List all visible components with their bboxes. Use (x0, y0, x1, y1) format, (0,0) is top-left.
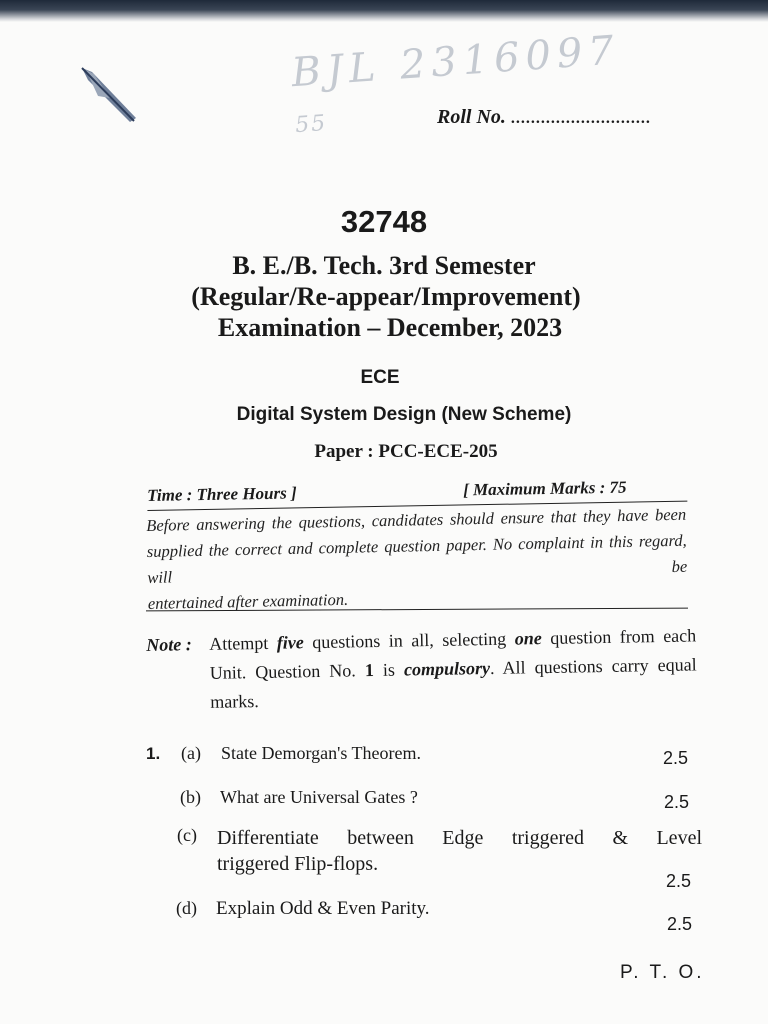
question-marks: 2.5 (663, 748, 689, 768)
question-number: 1. (146, 744, 161, 763)
question-text: What are Universal Gates ? (220, 787, 418, 807)
question-text: Explain Odd & Even Parity. (216, 898, 430, 919)
question-marks: 2.5 (664, 792, 690, 812)
question-text: State Demorgan's Theorem. (221, 743, 422, 763)
paper-code-line: Paper : PCC-ECE-205 (314, 441, 498, 462)
question-letter: (c) (177, 825, 197, 845)
maximum-marks: [ Maximum Marks : 75 (462, 477, 627, 500)
note-section (146, 621, 697, 718)
handwritten-number: BJL 2316097 (289, 27, 622, 97)
handwritten-sub: 55 (294, 110, 329, 139)
question-marks: 2.5 (667, 914, 693, 934)
department: ECE (360, 367, 400, 388)
paper-code: 32748 (340, 204, 428, 239)
time-allowed: Time : Three Hours ] (147, 483, 297, 505)
note-text: Attempt five questions in all, selecting one question from each Unit. Question No. 1 is compulsory. All questions carry equal marks. (209, 625, 697, 712)
roll-label: Roll No. (437, 106, 506, 128)
exam-title-line-1: B. E./B. Tech. 3rd Semester (232, 251, 536, 280)
exam-title-line-2: (Regular/Re-appear/Improvement) (191, 282, 581, 311)
staple-icon (80, 66, 138, 126)
subject-title: Digital System Design (New Scheme) (236, 404, 572, 425)
question-text-line-2: triggered Flip-flops. (217, 853, 379, 875)
question-letter: (b) (180, 787, 201, 807)
question-letter: (d) (176, 898, 197, 918)
question-marks: 2.5 (666, 871, 692, 891)
roll-number-field (437, 106, 651, 129)
question-text (217, 825, 702, 877)
question-letter: (a) (181, 743, 201, 763)
instructions-text-end: entertained after examination. (147, 589, 349, 613)
candidate-instructions (146, 502, 688, 617)
please-turn-over: P. T. O. (620, 962, 705, 983)
time-marks-row (147, 477, 687, 505)
exam-title-line-3: Examination – December, 2023 (217, 313, 563, 342)
roll-blank: ............................ (510, 110, 651, 127)
question-text-line-1: Differentiate between Edge triggered & Level (217, 827, 702, 849)
instructions-text: Before answering the questions, candidates should ensure that they have been supplied the correct and complete question paper. No complaint in this regard, will be (146, 504, 688, 587)
note-label: Note : (146, 634, 192, 655)
